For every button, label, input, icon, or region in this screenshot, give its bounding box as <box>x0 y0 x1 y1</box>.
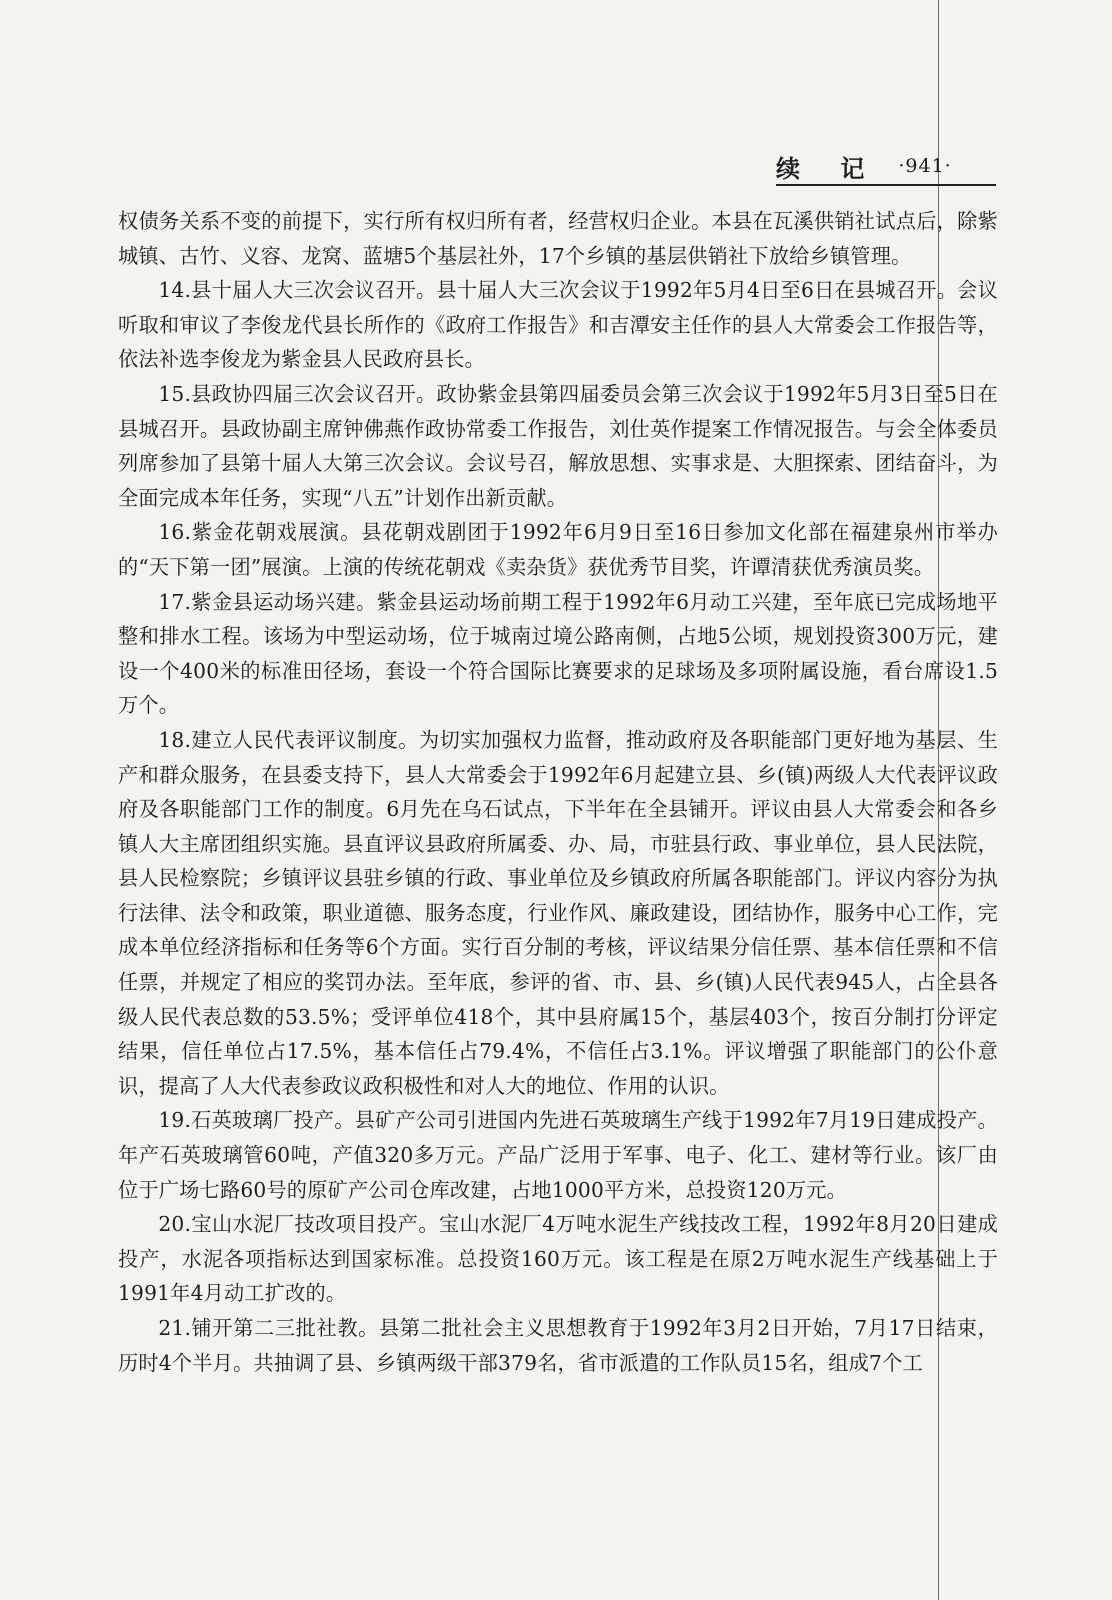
paragraph-continued: 权债务关系不变的前提下，实行所有权归所有者，经营权归企业。本县在瓦溪供销社试点后，除紫城镇、古竹、义容、龙窝、蓝塘5个基层社外，17个乡镇的基层供销社下放给乡镇管理。 <box>118 209 998 268</box>
section-title: 续 记 <box>776 154 881 183</box>
body-text <box>118 204 998 1380</box>
paragraph-17: 17.紫金县运动场兴建。紫金县运动场前期工程于1992年6月动工兴建，至年底已完成场地平整和排水工程。该场为中型运动场，位于城南过境公路南侧，占地5公顷，规划投资300万元，建设一个400米的标准田径场，套设一个符合国际比赛要求的足球场及多项附属设施，看台席设1.5万个。 <box>118 589 998 718</box>
paragraph-16: 16.紫金花朝戏展演。县花朝戏剧团于1992年6月9日至16日参加文化部在福建泉州市举办的“天下第一团”展演。上演的传统花朝戏《卖杂货》获优秀节目奖，许谭清获优秀演员奖。 <box>118 520 998 579</box>
running-header <box>776 144 996 188</box>
paragraph-20: 20.宝山水泥厂技改项目投产。宝山水泥厂4万吨水泥生产线技改工程，1992年8月20日建成投产，水泥各项指标达到国家标准。总投资160万元。该工程是在原2万吨水泥生产线基础上于1991年4月动工扩改的。 <box>118 1212 998 1306</box>
paragraph-21: 21.铺开第二三批社教。县第二批社会主义思想教育于1992年3月2日开始，7月17日结束，历时4个半月。共抽调了县、乡镇两级干部379名，省市派遣的工作队员15名，组成7个工 <box>118 1316 998 1375</box>
header-rule <box>776 184 996 186</box>
paragraph-14: 14.县十届人大三次会议召开。县十届人大三次会议于1992年5月4日至6日在县城召开。会议听取和审议了李俊龙代县长所作的《政府工作报告》和吉潭安主任作的县人大常委会工作报告等，依法补选李俊龙为紫金县人民政府县长。 <box>118 278 998 372</box>
paragraph-15: 15.县政协四届三次会议召开。政协紫金县第四届委员会第三次会议于1992年5月3日至5日在县城召开。县政协副主席钟佛燕作政协常委工作报告，刘仕英作提案工作情况报告。与会全体委员列席参加了县第十届人大第三次会议。会议号召，解放思想、实事求是、大胆探索、团结奋斗，为全面完成本年任务，实现“八五”计划作出新贡献。 <box>118 381 998 510</box>
page-number: ·941· <box>898 155 952 177</box>
paragraph-19: 19.石英玻璃厂投产。县矿产公司引进国内先进石英玻璃生产线于1992年7月19日建成投产。年产石英玻璃管60吨，产值320多万元。产品广泛用于军事、电子、化工、建材等行业。该厂由位于广场七路60号的原矿产公司仓库改建，占地1000平方米，总投资120万元。 <box>118 1108 998 1202</box>
paragraph-18: 18.建立人民代表评议制度。为切实加强权力监督，推动政府及各职能部门更好地为基层、生产和群众服务，在县委支持下，县人大常委会于1992年6月起建立县、乡(镇)两级人大代表评议政府及各职能部门工作的制度。6月先在乌石试点，下半年在全县铺开。评议由县人大常委会和各乡镇人大主席团组织实施。县直评议县政府所属委、办、局，市驻县行政、事业单位，县人民法院，县人民检察院；乡镇评议县驻乡镇的行政、事业单位及乡镇政府所属各职能部门。评议内容分为执行法律、法令和政策，职业道德、服务态度，行业作风、廉政建设，团结协作，服务中心工作，完成本单位经济指标和任务等6个方面。实行百分制的考核，评议结果分信任票、基本信任票和不信任票，并规定了相应的奖罚办法。至年底，参评的省、市、县、乡(镇)人民代表945人，占全县各级人民代表总数的53.5%；受评单位418个，其中县府属15个，基层403个，按百分制打分评定结果，信任单位占17.5%，基本信任占79.4%，不信任占3.1%。评议增强了职能部门的公仆意识，提高了人大代表参政议政积极性和对人大的地位、作用的认识。 <box>118 727 998 1098</box>
